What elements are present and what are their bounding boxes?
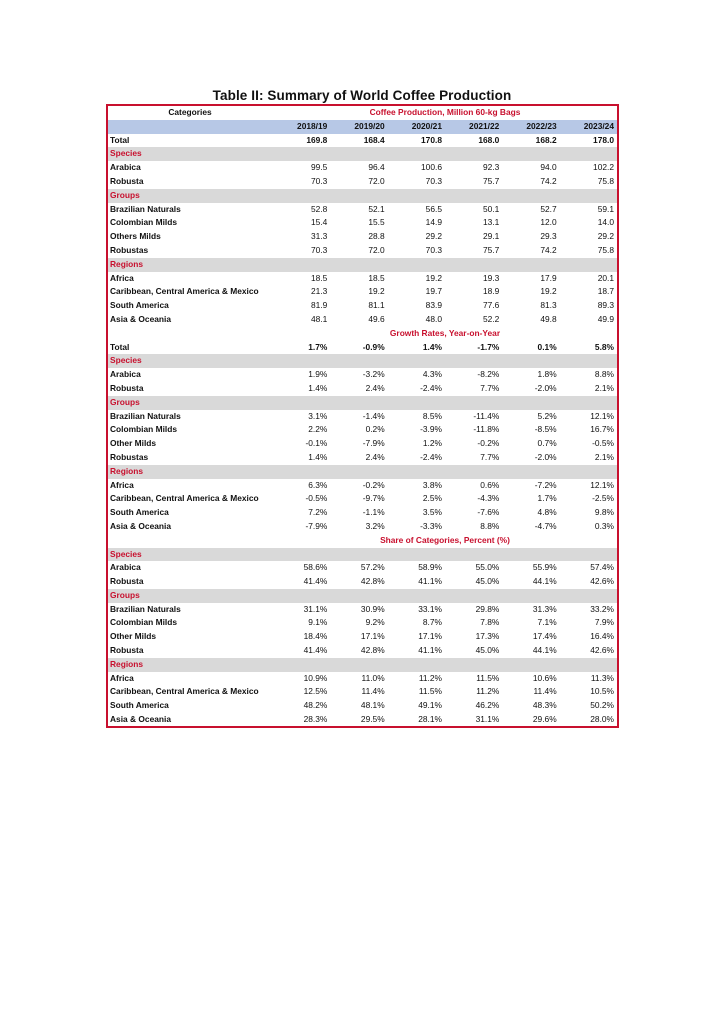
cell-value: 168.4 — [363, 134, 385, 145]
cell-value: 5.8% — [594, 341, 614, 352]
cell-value: 168.0 — [478, 134, 500, 145]
cell-value: 2.1% — [594, 451, 614, 462]
cell-value: 19.2 — [425, 272, 442, 283]
cell-value: 20.1 — [597, 272, 614, 283]
cell-value: 42.8% — [360, 576, 385, 587]
cell-value: 70.3 — [425, 244, 442, 255]
cell-value: 9.1% — [308, 617, 328, 628]
cell-value: 94.0 — [540, 162, 557, 173]
table-row — [108, 285, 617, 299]
cell-value: 7.7% — [480, 451, 500, 462]
cell-value: 75.7 — [483, 244, 500, 255]
cell-value: 19.7 — [425, 286, 442, 297]
table-row — [108, 313, 617, 327]
cell-value: 1.4% — [308, 382, 328, 393]
cell-value: 21.3 — [311, 286, 328, 297]
cell-value: 30.9% — [360, 603, 385, 614]
cell-value: 7.2% — [308, 507, 328, 518]
table-row — [108, 713, 617, 727]
block-heading-row — [108, 534, 617, 548]
cell-value: 29.5% — [360, 714, 385, 725]
cell-value: 10.9% — [303, 672, 328, 683]
cell-value: 18.5 — [368, 272, 385, 283]
years-row — [108, 120, 617, 134]
cell-value: -4.3% — [477, 493, 500, 504]
row-label: Colombian Milds — [110, 424, 177, 435]
table-row — [108, 230, 617, 244]
cell-value: 44.1% — [532, 576, 557, 587]
cell-value: -7.9% — [362, 438, 385, 449]
cell-value: -3.2% — [362, 369, 385, 380]
categories-header: Categories — [168, 107, 212, 117]
cell-value: 178.0 — [593, 134, 614, 145]
cell-value: 74.2 — [540, 244, 557, 255]
row-label: Total — [110, 134, 130, 145]
row-label: Asia & Oceania — [110, 714, 171, 725]
cell-value: 15.4 — [311, 217, 328, 228]
table-row — [108, 134, 617, 148]
cell-value: -8.2% — [477, 369, 500, 380]
heading-spacer — [108, 327, 273, 341]
section-label: Groups — [108, 396, 617, 410]
cell-value: 17.4% — [532, 631, 557, 642]
cell-value: -2.5% — [592, 493, 614, 504]
row-label: Africa — [110, 672, 134, 683]
row-label: South America — [110, 700, 169, 711]
row-label: Colombian Milds — [110, 617, 177, 628]
cell-value: 89.3 — [597, 300, 614, 311]
cell-value: 1.9% — [308, 369, 328, 380]
row-label: South America — [110, 300, 169, 311]
table-row — [108, 479, 617, 493]
cell-value: 50.2% — [590, 700, 614, 711]
cell-value: 52.7 — [540, 203, 557, 214]
cell-value: 46.2% — [475, 700, 500, 711]
table-row — [108, 451, 617, 465]
cell-value: -9.7% — [362, 493, 385, 504]
cell-value: 0.3% — [594, 520, 614, 531]
cell-value: 16.7% — [590, 424, 614, 435]
cell-value: 1.4% — [422, 341, 442, 352]
cell-value: 18.5 — [311, 272, 328, 283]
row-label: Caribbean, Central America & Mexico — [110, 493, 259, 504]
cell-value: 14.0 — [597, 217, 614, 228]
row-label: Africa — [110, 479, 134, 490]
row-label: Others Milds — [110, 231, 161, 242]
section-label: Regions — [108, 465, 617, 479]
section-label: Groups — [108, 189, 617, 203]
cell-value: 28.8 — [368, 231, 385, 242]
row-label: Brazilian Naturals — [110, 603, 181, 614]
cell-value: 41.1% — [418, 645, 442, 656]
cell-value: 70.3 — [425, 175, 442, 186]
section-label: Species — [108, 147, 617, 161]
cell-value: 18.4% — [303, 631, 328, 642]
block-heading: Growth Rates, Year-on-Year — [389, 327, 501, 338]
section-header-row — [108, 147, 617, 161]
cell-value: 13.1 — [483, 217, 500, 228]
cell-value: -11.8% — [473, 424, 500, 435]
cell-value: 57.4% — [590, 562, 614, 573]
cell-value: 11.5% — [418, 686, 442, 697]
cell-value: 45.0% — [475, 576, 500, 587]
table-row — [108, 603, 617, 617]
cell-value: -0.5% — [592, 438, 614, 449]
cell-value: 8.7% — [422, 617, 442, 628]
cell-value: 75.8 — [597, 175, 614, 186]
cell-value: 74.2 — [540, 175, 557, 186]
cell-value: 45.0% — [475, 645, 500, 656]
cell-value: -3.3% — [420, 520, 442, 531]
cell-value: 29.6% — [532, 714, 557, 725]
cell-value: 75.7 — [483, 175, 500, 186]
cell-value: 28.0% — [590, 714, 614, 725]
cell-value: 42.6% — [590, 645, 614, 656]
row-label: Brazilian Naturals — [110, 203, 181, 214]
cell-value: 70.3 — [311, 175, 328, 186]
cell-value: 58.9% — [418, 562, 442, 573]
table-row — [108, 368, 617, 382]
cell-value: -2.4% — [420, 382, 442, 393]
cell-value: 15.5 — [368, 217, 385, 228]
cell-value: 81.1 — [368, 300, 385, 311]
cell-value: 42.8% — [360, 645, 385, 656]
cell-value: 4.3% — [422, 369, 442, 380]
cell-value: -2.0% — [534, 451, 557, 462]
cell-value: 29.8% — [475, 603, 500, 614]
cell-value: 3.1% — [308, 410, 328, 421]
section-label: Species — [108, 354, 617, 368]
cell-value: 1.2% — [422, 438, 442, 449]
cell-value: 2.5% — [422, 493, 442, 504]
cell-value: 12.1% — [590, 410, 614, 421]
table-row — [108, 616, 617, 630]
row-label: Africa — [110, 272, 134, 283]
cell-value: 11.2% — [418, 672, 442, 683]
cell-value: 29.1 — [483, 231, 500, 242]
cell-value: 4.8% — [537, 507, 557, 518]
cell-value: 1.7% — [537, 493, 557, 504]
cell-value: 31.3 — [311, 231, 328, 242]
cell-value: 8.5% — [422, 410, 442, 421]
table-row — [108, 382, 617, 396]
row-label: Arabica — [110, 369, 141, 380]
cell-value: 14.9 — [425, 217, 442, 228]
cell-value: 2.4% — [365, 382, 385, 393]
cell-value: 28.1% — [418, 714, 442, 725]
cell-value: 72.0 — [368, 244, 385, 255]
table-row — [108, 644, 617, 658]
production-heading: Coffee Production, Million 60-kg Bags — [369, 107, 521, 117]
cell-value: 8.8% — [594, 369, 614, 380]
cell-value: 6.3% — [308, 479, 328, 490]
section-header-row — [108, 548, 617, 562]
cell-value: 7.7% — [480, 382, 500, 393]
table-row — [108, 203, 617, 217]
cell-value: -4.7% — [534, 520, 557, 531]
table-row — [108, 272, 617, 286]
cell-value: 11.4% — [533, 686, 557, 697]
section-header-row — [108, 396, 617, 410]
cell-value: -0.1% — [305, 438, 328, 449]
cell-value: 56.5 — [425, 203, 442, 214]
table-row — [108, 685, 617, 699]
cell-value: 7.1% — [537, 617, 557, 628]
cell-value: 59.1 — [597, 203, 614, 214]
years-spacer — [108, 120, 273, 134]
row-label: Total — [110, 341, 130, 352]
table-row — [108, 506, 617, 520]
cell-value: 18.9 — [483, 286, 500, 297]
cell-value: 48.3% — [532, 700, 557, 711]
cell-value: 72.0 — [368, 175, 385, 186]
cell-value: -8.5% — [534, 424, 557, 435]
table-row — [108, 410, 617, 424]
cell-value: 11.5% — [476, 672, 500, 683]
cell-value: 18.7 — [597, 286, 614, 297]
document-title: Table II: Summary of World Coffee Production — [212, 88, 512, 103]
cell-value: 12.1% — [590, 479, 614, 490]
cell-value: 17.3% — [475, 631, 500, 642]
cell-value: 52.8 — [311, 203, 328, 214]
cell-value: 29.2 — [597, 231, 614, 242]
table-body — [108, 106, 617, 727]
cell-value: 0.2% — [365, 424, 385, 435]
table-row — [108, 561, 617, 575]
cell-value: 42.6% — [590, 576, 614, 587]
cell-value: 1.8% — [537, 369, 557, 380]
year-header: 2023/24 — [560, 120, 617, 134]
cell-value: -0.2% — [477, 438, 500, 449]
section-header-row — [108, 354, 617, 368]
cell-value: -1.7% — [477, 341, 500, 352]
cell-value: 1.4% — [308, 451, 328, 462]
cell-value: 70.3 — [311, 244, 328, 255]
cell-value: 17.1% — [418, 631, 442, 642]
year-header: 2020/21 — [388, 120, 445, 134]
cell-value: 3.5% — [422, 507, 442, 518]
cell-value: 31.1% — [303, 603, 328, 614]
table-row — [108, 299, 617, 313]
cell-value: 48.1% — [360, 700, 385, 711]
cell-value: 55.9% — [532, 562, 557, 573]
cell-value: 19.3 — [483, 272, 500, 283]
cell-value: 2.4% — [365, 451, 385, 462]
cell-value: -11.4% — [473, 410, 500, 421]
cell-value: 48.0 — [425, 313, 442, 324]
cell-value: -2.0% — [534, 382, 557, 393]
section-header-row — [108, 189, 617, 203]
year-header: 2018/19 — [273, 120, 330, 134]
cell-value: 55.0% — [475, 562, 500, 573]
cell-value: 49.6 — [368, 313, 385, 324]
row-label: Asia & Oceania — [110, 313, 171, 324]
cell-value: -7.9% — [305, 520, 328, 531]
cell-value: 75.8 — [597, 244, 614, 255]
cell-value: 52.1 — [368, 203, 385, 214]
cell-value: -1.4% — [362, 410, 385, 421]
cell-value: 7.9% — [594, 617, 614, 628]
table-row — [108, 699, 617, 713]
cell-value: 169.8 — [306, 134, 328, 145]
table-row — [108, 672, 617, 686]
row-label: Robusta — [110, 576, 144, 587]
row-label: Robusta — [110, 645, 144, 656]
cell-value: -7.2% — [534, 479, 557, 490]
cell-value: 28.3% — [303, 714, 328, 725]
cell-value: 17.1% — [360, 631, 385, 642]
table-row — [108, 630, 617, 644]
cell-value: 31.1% — [475, 714, 500, 725]
cell-value: 0.1% — [537, 341, 557, 352]
cell-value: 2.2% — [308, 424, 328, 435]
cell-value: 48.1 — [311, 313, 328, 324]
row-label: South America — [110, 507, 169, 518]
cell-value: -3.9% — [420, 424, 442, 435]
row-label: Caribbean, Central America & Mexico — [110, 286, 259, 297]
cell-value: 31.3% — [532, 603, 557, 614]
cell-value: 41.1% — [418, 576, 442, 587]
row-label: Robustas — [110, 451, 149, 462]
block-heading: Share of Categories, Percent (%) — [380, 534, 510, 545]
cell-value: 49.1% — [418, 700, 442, 711]
row-label: Robusta — [110, 382, 144, 393]
cell-value: 77.6 — [483, 300, 500, 311]
block-heading-row — [108, 327, 617, 341]
cell-value: 12.0 — [540, 217, 557, 228]
row-label: Other Milds — [110, 631, 157, 642]
cell-value: 29.2 — [425, 231, 442, 242]
cell-value: 0.6% — [480, 479, 500, 490]
cell-value: 11.3% — [590, 672, 614, 683]
cell-value: 11.2% — [476, 686, 500, 697]
header-row — [108, 106, 617, 120]
cell-value: 49.8 — [540, 313, 557, 324]
coffee-production-table — [108, 106, 617, 727]
cell-value: -0.5% — [305, 493, 328, 504]
cell-value: 17.9 — [540, 272, 557, 283]
table-row — [108, 575, 617, 589]
cell-value: 81.9 — [311, 300, 328, 311]
cell-value: 12.5% — [303, 686, 328, 697]
row-label: Colombian Milds — [110, 217, 177, 228]
cell-value: -0.9% — [362, 341, 385, 352]
cell-value: 11.0% — [361, 672, 385, 683]
section-label: Regions — [108, 658, 617, 672]
year-header: 2022/23 — [502, 120, 559, 134]
cell-value: 48.2% — [303, 700, 328, 711]
row-label: Robustas — [110, 244, 149, 255]
table-row — [108, 437, 617, 451]
cell-value: 41.4% — [303, 645, 328, 656]
cell-value: 100.6 — [421, 162, 442, 173]
cell-value: 29.3 — [540, 231, 557, 242]
cell-value: 10.6% — [532, 672, 557, 683]
row-label: Caribbean, Central America & Mexico — [110, 686, 259, 697]
cell-value: 99.5 — [311, 162, 328, 173]
cell-value: 11.4% — [361, 686, 385, 697]
heading-spacer — [108, 534, 273, 548]
coffee-production-table-frame — [106, 104, 619, 728]
cell-value: 52.2 — [483, 313, 500, 324]
section-label: Groups — [108, 589, 617, 603]
cell-value: -7.6% — [477, 507, 500, 518]
section-header-row — [108, 465, 617, 479]
cell-value: 33.2% — [590, 603, 614, 614]
cell-value: 9.8% — [594, 507, 614, 518]
table-row — [108, 161, 617, 175]
cell-value: 44.1% — [532, 645, 557, 656]
cell-value: 2.1% — [594, 382, 614, 393]
table-row — [108, 175, 617, 189]
row-label: Robusta — [110, 175, 144, 186]
year-header: 2019/20 — [330, 120, 387, 134]
cell-value: 58.6% — [303, 562, 328, 573]
row-label: Arabica — [110, 162, 141, 173]
cell-value: 92.3 — [483, 162, 500, 173]
cell-value: 1.7% — [308, 341, 328, 352]
cell-value: 7.8% — [480, 617, 500, 628]
cell-value: 50.1 — [483, 203, 500, 214]
row-label: Asia & Oceania — [110, 520, 171, 531]
table-row — [108, 492, 617, 506]
cell-value: 168.2 — [535, 134, 557, 145]
cell-value: -1.1% — [362, 507, 385, 518]
cell-value: 19.2 — [368, 286, 385, 297]
cell-value: -2.4% — [420, 451, 442, 462]
cell-value: 170.8 — [421, 134, 442, 145]
cell-value: 41.4% — [303, 576, 328, 587]
cell-value: 49.9 — [597, 313, 614, 324]
cell-value: -0.2% — [362, 479, 385, 490]
cell-value: 83.9 — [425, 300, 442, 311]
table-row — [108, 216, 617, 230]
cell-value: 5.2% — [537, 410, 557, 421]
cell-value: 33.1% — [418, 603, 442, 614]
cell-value: 81.3 — [540, 300, 557, 311]
year-header: 2021/22 — [445, 120, 502, 134]
row-label: Brazilian Naturals — [110, 410, 181, 421]
table-row — [108, 341, 617, 355]
table-row — [108, 244, 617, 258]
cell-value: 19.2 — [540, 286, 557, 297]
section-label: Species — [108, 548, 617, 562]
cell-value: 96.4 — [368, 162, 385, 173]
table-row — [108, 520, 617, 534]
cell-value: 10.5% — [590, 686, 614, 697]
cell-value: 3.8% — [422, 479, 442, 490]
cell-value: 9.2% — [365, 617, 385, 628]
cell-value: 0.7% — [537, 438, 557, 449]
row-label: Other Milds — [110, 438, 157, 449]
section-header-row — [108, 658, 617, 672]
row-label: Arabica — [110, 562, 141, 573]
cell-value: 57.2% — [360, 562, 385, 573]
section-label: Regions — [108, 258, 617, 272]
section-header-row — [108, 258, 617, 272]
section-header-row — [108, 589, 617, 603]
cell-value: 16.4% — [590, 631, 614, 642]
cell-value: 3.2% — [365, 520, 385, 531]
cell-value: 8.8% — [480, 520, 500, 531]
cell-value: 102.2 — [593, 162, 614, 173]
table-row — [108, 423, 617, 437]
